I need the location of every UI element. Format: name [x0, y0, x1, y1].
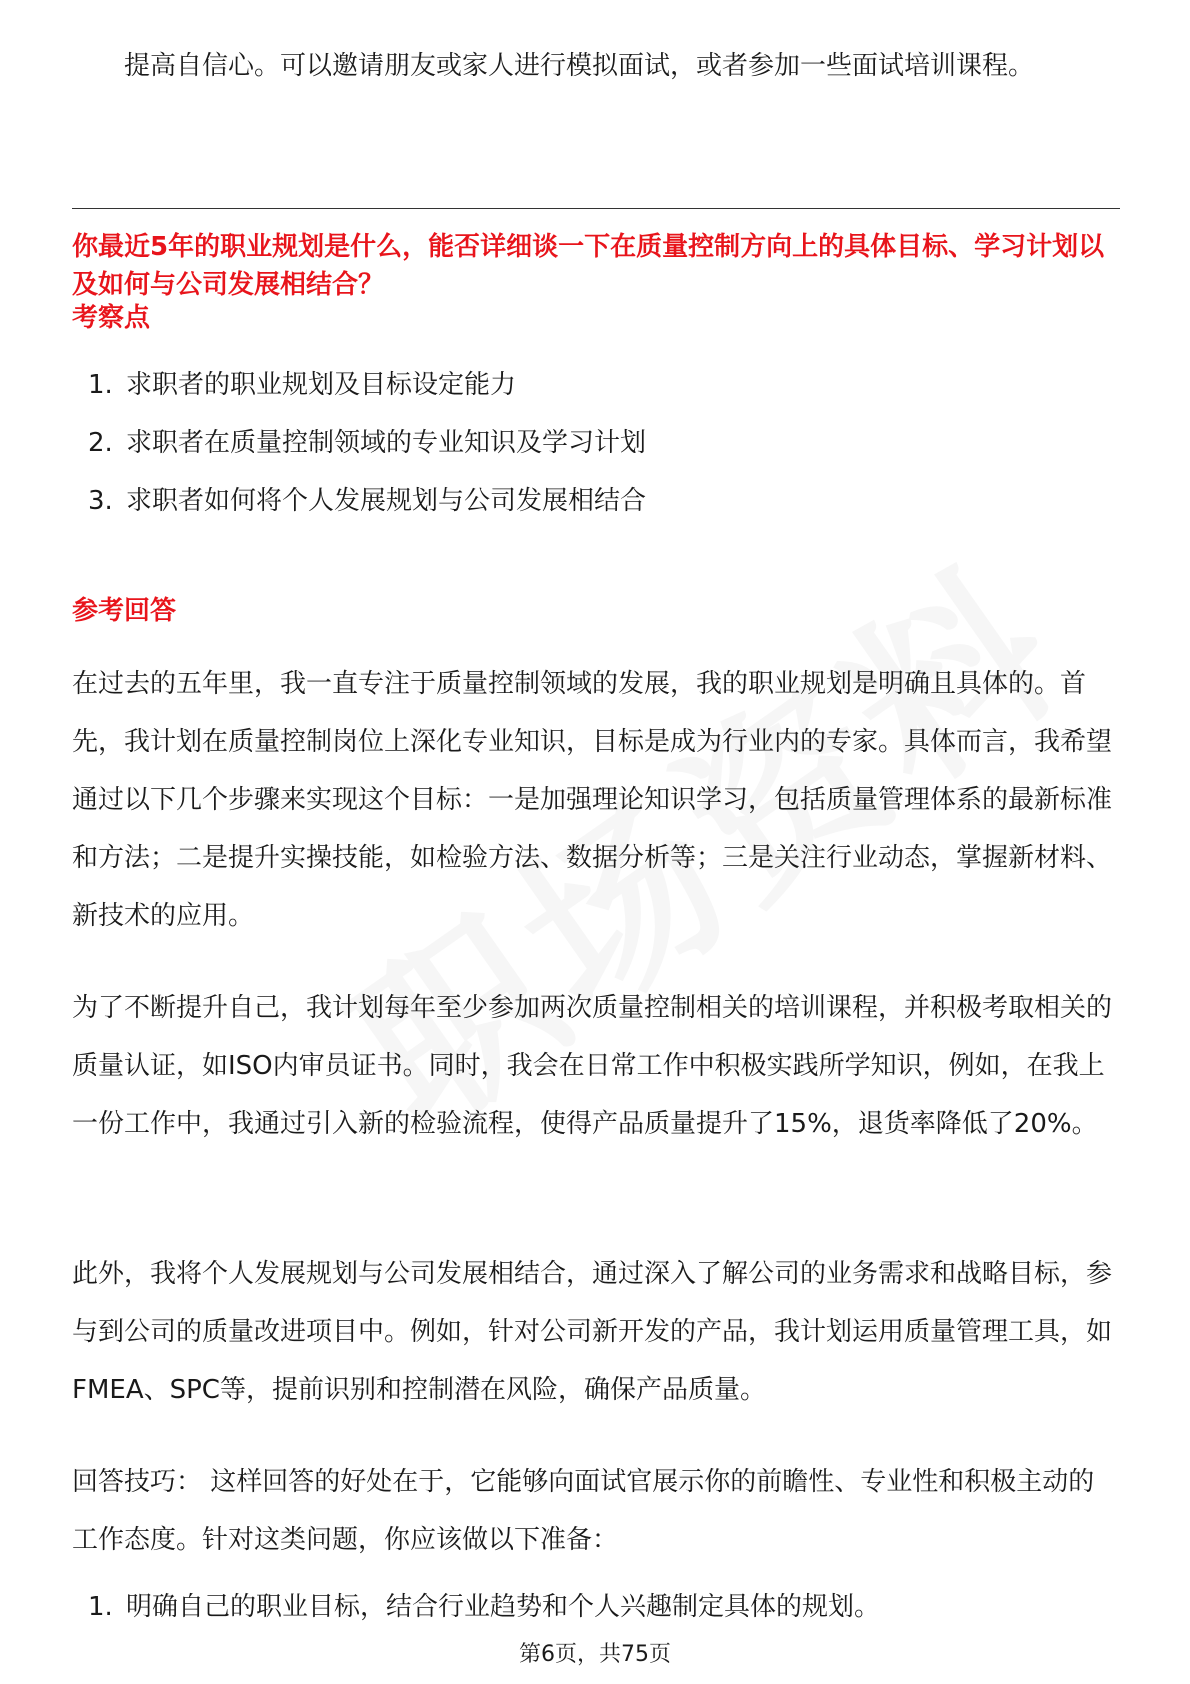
list-number: 3. [88, 486, 113, 516]
section-divider [72, 208, 1120, 209]
list-item [72, 472, 1120, 530]
list-number: 1. [88, 370, 113, 400]
answer-paragraph: 为了不断提升自己，我计划每年至少参加两次质量控制相关的培训课程，并积极考取相关的质量认证，如ISO内审员证书。同时，我会在日常工作中积极实践所学知识，例如，在我上一份工作中，我通过引入新的检验流程，使得产品质量提升了15%，退货率降低了20%。 [72, 993, 1113, 1139]
question-title: 你最近5年的职业规划是什么，能否详细谈一下在质量控制方向上的具体目标、学习计划以及如何与公司发展相结合？ [72, 232, 1105, 300]
answer-paragraph: 在过去的五年里，我一直专注于质量控制领域的发展，我的职业规划是明确且具体的。首先，我计划在质量控制岗位上深化专业知识，目标是成为行业内的专家。具体而言，我希望通过以下几个步骤来实现这个目标：一是加强理论知识学习，包括质量管理体系的最新标准和方法；二是提升实操技能，如检验方法、数据分析等；三是关注行业动态，掌握新材料、新技术的应用。 [72, 669, 1113, 931]
list-text: 求职者如何将个人发展规划与公司发展相结合 [126, 486, 647, 516]
list-text: 求职者的职业规划及目标设定能力 [126, 370, 517, 400]
list-item [72, 1578, 1120, 1636]
continuation-text: 提高自信心。可以邀请朋友或家人进行模拟面试，或者参加一些面试培训课程。 [124, 51, 1035, 81]
list-number: 2. [88, 428, 113, 458]
tips-list [72, 1578, 1120, 1636]
assessment-list [72, 356, 1120, 530]
page-footer: 第6页，共75页 [519, 1642, 671, 1667]
assessment-heading: 考察点 [72, 303, 151, 333]
answer-paragraph: 此外，我将个人发展规划与公司发展相结合，通过深入了解公司的业务需求和战略目标，参与到公司的质量改进项目中。例如，针对公司新开发的产品，我计划运用质量管理工具，如FMEA、SPC等，提前识别和控制潜在风险，确保产品质量。 [72, 1259, 1113, 1405]
list-item [72, 356, 1120, 414]
list-text: 求职者在质量控制领域的专业知识及学习计划 [126, 428, 647, 458]
tips-intro: 回答技巧： 这样回答的好处在于，它能够向面试官展示你的前瞻性、专业性和积极主动的工作态度。针对这类问题，你应该做以下准备： [72, 1467, 1095, 1555]
answer-heading: 参考回答 [72, 596, 177, 626]
list-text: 明确自己的职业目标，结合行业趋势和个人兴趣制定具体的规划。 [126, 1592, 881, 1622]
list-item [72, 414, 1120, 472]
list-number: 1. [88, 1592, 113, 1622]
